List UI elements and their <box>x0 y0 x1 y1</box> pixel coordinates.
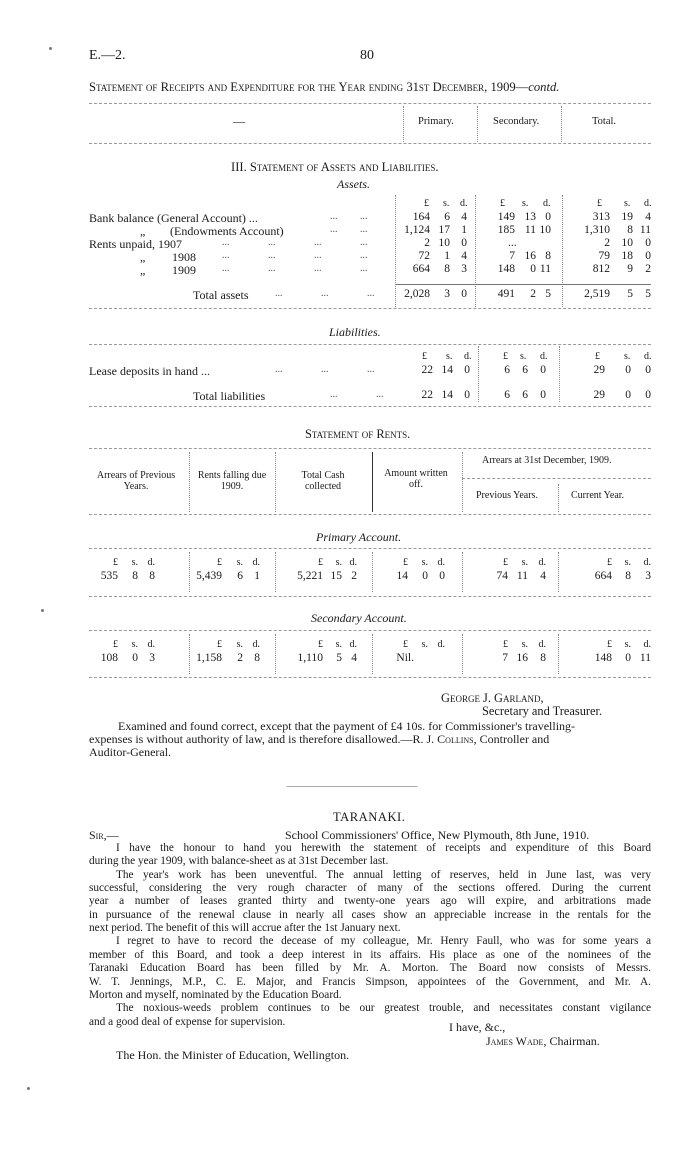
header-amount-written-off: Amount written off. <box>384 468 448 490</box>
ditto-mark: „ <box>140 263 146 277</box>
amount-pence: 0 <box>645 389 651 401</box>
primary-account-bottom-rule <box>89 596 651 597</box>
unit-pence: d. <box>460 198 468 209</box>
amount-pounds: 148 <box>594 652 612 664</box>
rents-header-rule <box>89 448 651 449</box>
secondary-account-bottom-rule <box>89 677 651 678</box>
amount-pence: 4 <box>461 211 467 223</box>
unit-pence: d. <box>437 639 445 650</box>
amount-pounds: 664 <box>594 570 612 582</box>
amount-pence: 3 <box>461 263 467 275</box>
amount-pounds: 2 <box>424 237 430 249</box>
rents-divider <box>558 634 559 674</box>
top-table-divider <box>403 106 404 142</box>
assets-bottom-rule <box>89 308 651 309</box>
header-arrears-previous: Arrears of Previous Years. <box>96 470 176 492</box>
primary-account-rule <box>89 548 651 549</box>
auditor-name: R. J. Collins <box>412 732 474 746</box>
amount-pence: 2 <box>351 570 357 582</box>
primary-account-title: Primary Account. <box>316 530 402 544</box>
amount-shillings: 14 <box>441 364 453 376</box>
unit-pence: d. <box>349 557 357 568</box>
signature-role: , Chairman. <box>543 1034 600 1048</box>
unit-pence: d. <box>538 639 546 650</box>
amount-pence: 11 <box>639 652 651 664</box>
letter-line: I regret to have to record the decease of my colleague, Mr. Henry Faull, who was for some years a <box>116 935 651 948</box>
top-table-rule <box>89 143 651 144</box>
amount-shillings: 18 <box>621 250 633 262</box>
amount-nil: ... <box>508 237 517 249</box>
amount-shillings: 17 <box>438 224 450 236</box>
asset-total-label: Total assets <box>193 288 249 302</box>
liability-label: Lease deposits in hand ... <box>89 364 210 378</box>
letter-line: in pursuance of the renewal clause in nearly all cases show an appreciable increase in the rentals for the <box>89 908 651 921</box>
amount-pounds: 74 <box>496 570 508 582</box>
amount-shillings: 6 <box>522 364 528 376</box>
letter-line: successful, considering the very rough character of many of the sections offered. During the current <box>89 882 651 895</box>
amount-pence: 0 <box>464 389 470 401</box>
auditor-note-line: Examined and found correct, except that the payment of £4 10s. for Commissioner's travelling- <box>118 719 576 733</box>
unit-pence: d. <box>252 557 260 568</box>
unit-pence: d. <box>147 639 155 650</box>
amount-pounds: 1,158 <box>196 652 222 664</box>
section-separator <box>287 786 417 787</box>
amount-pence: 8 <box>254 652 260 664</box>
unit-pound: £ <box>595 351 600 362</box>
unit-pence: d. <box>643 639 651 650</box>
unit-shilling: s. <box>335 557 342 568</box>
letter-line: next period. The benefit of this will accrue after the 1st January next. <box>89 922 401 935</box>
unit-pound: £ <box>403 639 408 650</box>
amount-shillings: 5 <box>627 288 633 300</box>
unit-pound: £ <box>597 198 602 209</box>
top-table-divider <box>561 106 562 142</box>
amount-pounds: 164 <box>412 211 430 223</box>
amount-shillings: 16 <box>524 250 536 262</box>
amount-pounds: 14 <box>396 570 408 582</box>
liabilities-bottom-rule <box>89 406 651 407</box>
header-total-cash: Total Cash collected <box>301 470 345 492</box>
margin-speck <box>41 609 44 612</box>
auditor-note-line: Auditor-General. <box>89 745 172 759</box>
rents-divider <box>372 634 373 674</box>
signatory-name: George J. Garland, <box>441 691 544 705</box>
amount-shillings: 0 <box>625 389 631 401</box>
letter-line: Taranaki Education Board has been filled by Mr. A. Morton. The Board now consists of Messrs. <box>89 962 651 975</box>
amount-pounds: 5,439 <box>196 570 222 582</box>
unit-pound: £ <box>217 557 222 568</box>
auditor-note-text: , Controller and <box>473 732 550 746</box>
asset-label: Bank balance (General Account) ... <box>89 211 258 225</box>
amount-shillings: 6 <box>522 389 528 401</box>
unit-pound: £ <box>113 557 118 568</box>
amount-pence: 1 <box>254 570 260 582</box>
amount-shillings: 0 <box>530 263 536 275</box>
unit-shilling: s. <box>522 198 529 209</box>
amount-shillings: 14 <box>441 389 453 401</box>
amount-shillings: 8 <box>132 570 138 582</box>
ditto-mark: „ <box>140 250 146 264</box>
amount-pounds: 72 <box>418 250 430 262</box>
amount-pence: 11 <box>539 263 551 275</box>
unit-pence: d. <box>252 639 260 650</box>
liabilities-divider <box>559 346 560 402</box>
amount-shillings: 8 <box>627 224 633 236</box>
assets-subtitle: Assets. <box>337 177 370 191</box>
amount-pounds: 22 <box>421 364 433 376</box>
amount-pence: 8 <box>545 250 551 262</box>
rents-title: Statement of Rents. <box>305 427 411 441</box>
unit-pound: £ <box>318 557 323 568</box>
amount-pounds: 148 <box>497 263 515 275</box>
amount-pence: 0 <box>645 237 651 249</box>
amount-pounds: 108 <box>100 652 118 664</box>
amount-pounds: 7 <box>502 652 508 664</box>
column-header-total: Total. <box>592 116 617 127</box>
signature-name: James Wade <box>486 1034 544 1048</box>
amount-pounds: 79 <box>598 250 610 262</box>
unit-pound: £ <box>503 639 508 650</box>
asset-label-text: 1909 <box>172 263 196 277</box>
unit-pence: d. <box>538 557 546 568</box>
amount-pence: 4 <box>461 250 467 262</box>
rents-header-bottom-rule <box>89 514 651 515</box>
letter-line: Morton and myself, nominated by the Education Board. <box>89 988 342 1001</box>
amount-pounds: 6 <box>504 389 510 401</box>
unit-pence: d. <box>464 351 472 362</box>
amount-pounds: 22 <box>421 389 433 401</box>
amount-pence: 5 <box>545 288 551 300</box>
amount-pounds: 29 <box>593 389 605 401</box>
letter-closing: I have, &c., <box>449 1020 506 1034</box>
amount-shillings: 0 <box>132 652 138 664</box>
unit-pound: £ <box>217 639 222 650</box>
unit-pound: £ <box>424 198 429 209</box>
amount-pence: 0 <box>464 364 470 376</box>
liabilities-subtitle: Liabilities. <box>329 325 381 339</box>
unit-shilling: s. <box>624 198 631 209</box>
statement-contd: contd. <box>528 80 560 94</box>
unit-pound: £ <box>607 557 612 568</box>
amount-shillings: 6 <box>444 211 450 223</box>
rents-divider <box>372 452 373 512</box>
secondary-account-rule <box>89 630 651 631</box>
amount-pence: 0 <box>540 364 546 376</box>
letter-address: School Commissioners' Office, New Plymouth, 8th June, 1910. <box>285 828 590 842</box>
asset-label-text: (Endowments Account) <box>170 224 284 238</box>
dot-leader: ... ... <box>330 211 368 222</box>
dot-leader: ... ... ... ... <box>222 250 368 261</box>
amount-pence: 0 <box>461 288 467 300</box>
amount-shillings: 2 <box>530 288 536 300</box>
amount-pounds: 2,519 <box>584 288 610 300</box>
dot-leader: ... ... ... <box>275 364 375 375</box>
ditto-mark: „ <box>140 224 146 238</box>
unit-pound: £ <box>422 351 427 362</box>
rents-divider <box>275 452 276 512</box>
amount-shillings: 16 <box>516 652 528 664</box>
header-current-year: Current Year. <box>571 490 625 501</box>
assets-liabilities-title: III. Statement of Assets and Liabilities. <box>231 160 439 174</box>
letter-line: year a number of leases granted thirty and twenty-one years ago will expire, and arbitrations made <box>89 895 651 908</box>
amount-pounds: 185 <box>497 224 515 236</box>
amount-shillings: 0 <box>625 364 631 376</box>
asset-label: Rents unpaid, 1907 <box>89 237 182 251</box>
asset-label <box>140 263 196 278</box>
letter-signature <box>486 1034 600 1049</box>
dot-leader: ... ... <box>330 389 384 400</box>
unit-pence: d. <box>543 198 551 209</box>
liability-total-label: Total liabilities <box>193 389 266 403</box>
unit-pence: d. <box>643 557 651 568</box>
margin-speck <box>27 1087 30 1090</box>
unit-shilling: s. <box>443 198 450 209</box>
letter-line: during the year 1909, with balance-sheet as at 31st December last. <box>89 855 389 868</box>
dot-leader: ... ... ... ... <box>222 237 368 248</box>
signatory-title: Secretary and Treasurer. <box>482 704 603 718</box>
unit-pound: £ <box>607 639 612 650</box>
amount-pence: 1 <box>461 224 467 236</box>
amount-pounds: 7 <box>509 250 515 262</box>
amount-pounds: 1,110 <box>297 652 323 664</box>
dot-leader: ... ... <box>330 224 368 235</box>
letter-line: The year's work has been uneventful. The annual letting of reserves, held in June last, was very <box>116 868 651 881</box>
amount-shillings: 5 <box>336 652 342 664</box>
amount-shillings: 11 <box>516 570 528 582</box>
unit-shilling: s. <box>236 639 243 650</box>
unit-shilling: s. <box>446 351 453 362</box>
amount-shillings: 11 <box>524 224 536 236</box>
liabilities-divider <box>478 346 479 402</box>
page-ref: E.—2. <box>89 48 126 63</box>
unit-pound: £ <box>113 639 118 650</box>
dot-leader: ... ... ... <box>275 288 375 299</box>
unit-shilling: s. <box>624 351 631 362</box>
amount-shillings: 3 <box>444 288 450 300</box>
taranaki-heading: TARANAKI. <box>333 810 406 824</box>
rents-divider <box>462 552 463 592</box>
amount-shillings: 8 <box>625 570 631 582</box>
amount-pounds: 812 <box>592 263 610 275</box>
asset-label-text: 1908 <box>172 250 196 264</box>
amount-shillings: 6 <box>237 570 243 582</box>
rents-divider <box>462 634 463 674</box>
assets-total-rule <box>396 284 651 285</box>
amount-pence: 11 <box>639 224 651 236</box>
amount-pence: 10 <box>539 224 551 236</box>
amount-pounds: 491 <box>497 288 515 300</box>
unit-shilling: s. <box>624 639 631 650</box>
unit-pound: £ <box>403 557 408 568</box>
amount-pence: 0 <box>645 250 651 262</box>
amount-pence: 0 <box>645 364 651 376</box>
amount-shillings: 2 <box>237 652 243 664</box>
statement-title-text: Statement of Receipts and Expenditure for the Year ending 31st December, 1909— <box>89 80 529 94</box>
rents-subheader-rule <box>462 478 651 479</box>
top-table-dash: — <box>233 114 245 128</box>
letter-line: and a good deal of expense for supervision. <box>89 1015 286 1028</box>
amount-pence: 4 <box>645 211 651 223</box>
unit-pound: £ <box>503 557 508 568</box>
letter-line: member of this Board, and took a deep interest in its affairs. His place as one of the nominees of the <box>89 948 651 961</box>
unit-shilling: s. <box>131 639 138 650</box>
amount-shillings: 9 <box>627 263 633 275</box>
amount-pence: 4 <box>351 652 357 664</box>
header-previous-years: Previous Years. <box>476 490 538 501</box>
amount-pence: 0 <box>545 211 551 223</box>
margin-speck <box>49 47 52 50</box>
unit-pence: d. <box>147 557 155 568</box>
top-table-rule <box>89 103 651 104</box>
amount-pounds: 1,310 <box>584 224 610 236</box>
amount-shillings: 10 <box>621 237 633 249</box>
liabilities-rule <box>89 344 651 345</box>
letter-addressee: The Hon. the Minister of Education, Wellington. <box>116 1048 350 1062</box>
amount-shillings: 0 <box>625 652 631 664</box>
amount-pounds: 149 <box>497 211 515 223</box>
unit-shilling: s. <box>520 351 527 362</box>
letter-line: W. T. Jennings, M.P., C. E. Major, and Francis Simpson, appointees of the Government, and Mr. A. <box>89 975 651 988</box>
unit-pence: d. <box>644 198 652 209</box>
unit-shilling: s. <box>421 557 428 568</box>
amount-pounds: 5,221 <box>297 570 323 582</box>
amount-nil: Nil. <box>396 652 414 664</box>
unit-pence: d. <box>540 351 548 362</box>
rents-divider <box>462 452 463 512</box>
amount-pence: 2 <box>645 263 651 275</box>
amount-pence: 4 <box>540 570 546 582</box>
statement-title <box>89 80 559 95</box>
amount-pence: 0 <box>439 570 445 582</box>
unit-shilling: s. <box>421 639 428 650</box>
amount-shillings: 15 <box>330 570 342 582</box>
letter-line: I have the honour to hand you herewith the statement of receipts and expenditure of this Board <box>116 842 651 854</box>
column-header-secondary: Secondary. <box>493 116 540 127</box>
header-rents-falling: Rents falling due 1909. <box>197 470 267 492</box>
unit-shilling: s. <box>131 557 138 568</box>
unit-shilling: s. <box>335 639 342 650</box>
rents-divider <box>275 634 276 674</box>
amount-shillings: 8 <box>444 263 450 275</box>
unit-shilling: s. <box>521 557 528 568</box>
amount-pence: 8 <box>540 652 546 664</box>
amount-pounds: 1,124 <box>404 224 430 236</box>
unit-pence: d. <box>349 639 357 650</box>
amount-pounds: 2,028 <box>404 288 430 300</box>
rents-divider <box>558 552 559 592</box>
column-header-primary: Primary. <box>418 116 454 127</box>
unit-pence: d. <box>437 557 445 568</box>
amount-pence: 8 <box>149 570 155 582</box>
amount-pounds: 29 <box>593 364 605 376</box>
amount-pence: 0 <box>461 237 467 249</box>
amount-pounds: 535 <box>100 570 118 582</box>
amount-pounds: 2 <box>604 237 610 249</box>
amount-shillings: 0 <box>422 570 428 582</box>
header-arrears-31st: Arrears at 31st December, 1909. <box>482 455 612 466</box>
amount-shillings: 10 <box>438 237 450 249</box>
unit-shilling: s. <box>236 557 243 568</box>
rents-divider <box>189 452 190 512</box>
amount-pounds: 6 <box>504 364 510 376</box>
amount-pence: 0 <box>540 389 546 401</box>
letter-line: The noxious-weeds problem continues to be our greatest trouble, and necessitates constant vigilance <box>116 1002 651 1015</box>
unit-pound: £ <box>503 351 508 362</box>
unit-pound: £ <box>318 639 323 650</box>
amount-shillings: 13 <box>524 211 536 223</box>
unit-pence: d. <box>644 351 652 362</box>
amount-pence: 3 <box>149 652 155 664</box>
unit-shilling: s. <box>624 557 631 568</box>
rents-divider <box>275 552 276 592</box>
amount-pence: 5 <box>645 288 651 300</box>
auditor-note-text: expenses is without authority of law, and is therefore disallowed.— <box>89 732 413 746</box>
amount-shillings: 1 <box>444 250 450 262</box>
amount-pence: 3 <box>645 570 651 582</box>
page-number: 80 <box>360 48 374 63</box>
secondary-account-title: Secondary Account. <box>311 611 407 625</box>
amount-pounds: 313 <box>592 211 610 223</box>
amount-shillings: 19 <box>621 211 633 223</box>
dot-leader: ... ... ... ... <box>222 263 368 274</box>
unit-shilling: s. <box>521 639 528 650</box>
amount-pounds: 664 <box>412 263 430 275</box>
top-table-divider <box>477 106 478 142</box>
letter-salutation: Sir,— <box>89 828 119 842</box>
rents-divider <box>558 484 559 512</box>
unit-pound: £ <box>500 198 505 209</box>
